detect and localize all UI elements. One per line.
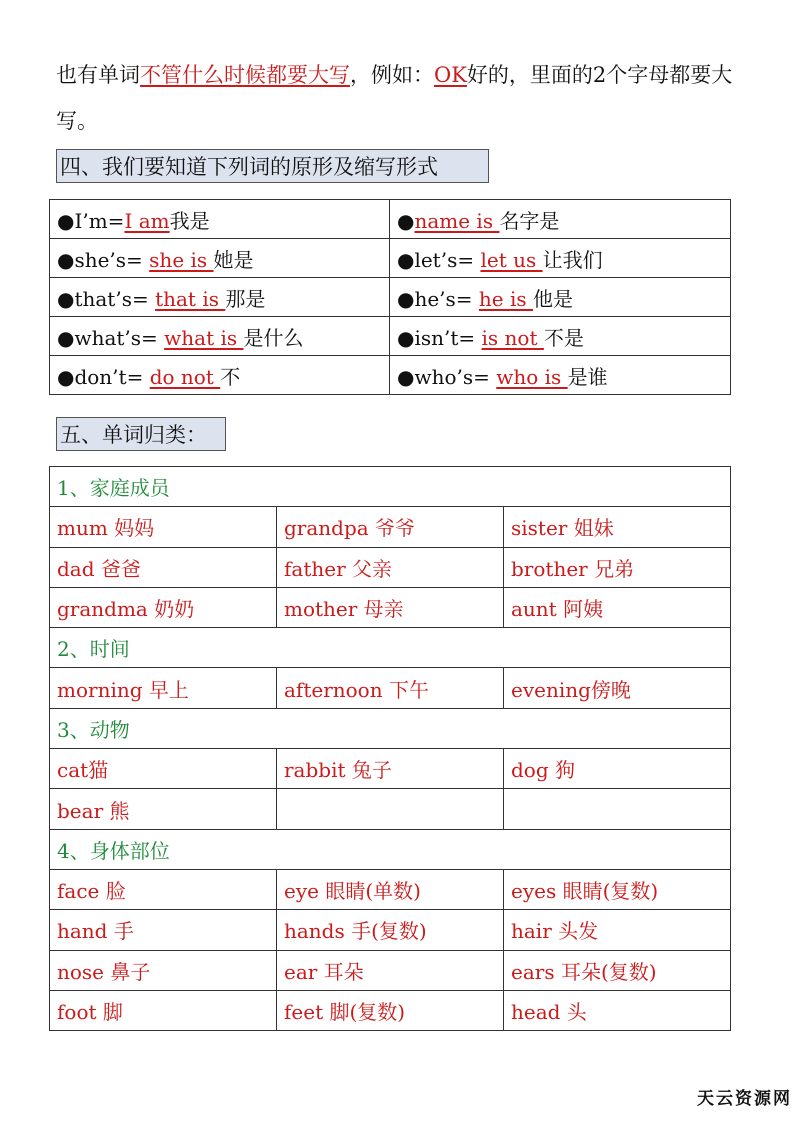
vocab-cell: dog 狗 xyxy=(504,749,731,789)
vocab-cell: father 父亲 xyxy=(277,547,504,587)
abbr-contraction: ●who’s= xyxy=(397,364,497,389)
intro-text-2: ，例如： xyxy=(350,63,434,87)
vocab-cell xyxy=(504,789,731,829)
abbr-contraction: ●what’s= xyxy=(57,325,165,350)
vocab-cell: foot 脚 xyxy=(50,990,277,1030)
abbr-meaning: 名字是 xyxy=(499,208,560,233)
abbr-answer: do not xyxy=(149,364,221,389)
abbr-answer: she is xyxy=(149,247,214,272)
abbr-meaning: 是什么 xyxy=(243,325,304,350)
vocab-cell: morning 早上 xyxy=(50,668,277,708)
abbr-answer: is not xyxy=(481,325,544,350)
abbr-contraction: ●she’s= xyxy=(57,247,150,272)
vocab-cell: head 头 xyxy=(504,990,731,1030)
abbr-cell xyxy=(50,200,390,239)
category-label: 1、家庭成员 xyxy=(50,467,731,507)
section-4-heading: 四、我们要知道下列词的原形及缩写形式 xyxy=(56,149,489,183)
abbr-cell xyxy=(50,278,390,317)
vocab-row xyxy=(50,547,731,587)
abbr-answer: that is xyxy=(155,286,226,311)
intro-underlined-ok: OK xyxy=(434,63,467,87)
abbr-cell xyxy=(390,278,731,317)
abbr-contraction: ●he’s= xyxy=(397,286,479,311)
vocab-cell: ear 耳朵 xyxy=(277,950,504,990)
vocab-row xyxy=(50,910,731,950)
intro-text-1: 也有单词 xyxy=(56,63,140,87)
vocab-cell: grandma 奶奶 xyxy=(50,587,277,627)
category-row xyxy=(50,467,731,507)
abbr-row xyxy=(50,278,731,317)
abbr-contraction: ●isn’t= xyxy=(397,325,482,350)
vocab-row xyxy=(50,950,731,990)
abbr-contraction: ●let’s= xyxy=(397,247,481,272)
vocab-cell: cat猫 xyxy=(50,749,277,789)
category-label: 3、动物 xyxy=(50,708,731,748)
abbr-answer: let us xyxy=(480,247,543,272)
vocab-cell: hand 手 xyxy=(50,910,277,950)
vocab-cell: feet 脚(复数) xyxy=(277,990,504,1030)
vocab-cell: aunt 阿姨 xyxy=(504,587,731,627)
abbr-meaning: 她是 xyxy=(213,247,254,272)
category-row xyxy=(50,829,731,869)
vocab-cell: mum 妈妈 xyxy=(50,507,277,547)
vocab-row xyxy=(50,990,731,1030)
abbr-cell xyxy=(50,239,390,278)
vocab-cell: hands 手(复数) xyxy=(277,910,504,950)
intro-text-3: 好的，里面的2个字母都要大写。 xyxy=(56,63,733,133)
abbr-cell xyxy=(390,200,731,239)
vocab-cell: eye 眼睛(单数) xyxy=(277,869,504,909)
vocab-cell: sister 姐妹 xyxy=(504,507,731,547)
abbr-meaning: 我是 xyxy=(169,208,210,233)
vocab-cell: evening傍晚 xyxy=(504,668,731,708)
vocab-cell: afternoon 下午 xyxy=(277,668,504,708)
vocab-cell: bear 熊 xyxy=(50,789,277,829)
vocab-row xyxy=(50,789,731,829)
vocab-cell: brother 兄弟 xyxy=(504,547,731,587)
vocab-row xyxy=(50,587,731,627)
category-row xyxy=(50,708,731,748)
abbr-meaning: 那是 xyxy=(225,286,266,311)
abbr-answer: what is xyxy=(164,325,244,350)
abbr-answer: who is xyxy=(496,364,568,389)
abbr-cell xyxy=(390,317,731,356)
abbreviation-table xyxy=(49,199,731,395)
intro-paragraph xyxy=(56,52,756,144)
abbr-answer: I am xyxy=(124,208,170,233)
abbr-contraction: ●that’s= xyxy=(57,286,156,311)
abbr-row xyxy=(50,356,731,395)
abbr-row xyxy=(50,239,731,278)
vocab-cell: hair 头发 xyxy=(504,910,731,950)
abbr-cell xyxy=(390,356,731,395)
vocab-row xyxy=(50,668,731,708)
vocab-cell xyxy=(277,789,504,829)
abbr-cell xyxy=(390,239,731,278)
vocab-row xyxy=(50,749,731,789)
abbr-contraction: ● xyxy=(397,208,415,233)
abbr-meaning: 他是 xyxy=(533,286,573,311)
abbr-row xyxy=(50,200,731,239)
abbr-row xyxy=(50,317,731,356)
vocab-row xyxy=(50,869,731,909)
vocab-cell: eyes 眼睛(复数) xyxy=(504,869,731,909)
abbr-cell xyxy=(50,317,390,356)
abbr-cell xyxy=(50,356,390,395)
abbr-answer: he is xyxy=(478,286,533,311)
vocab-cell: ears 耳朵(复数) xyxy=(504,950,731,990)
vocabulary-table xyxy=(49,466,731,1031)
footer-brand: 天云资源网 xyxy=(697,1089,792,1109)
abbr-meaning: 不 xyxy=(220,364,241,389)
vocab-cell: dad 爸爸 xyxy=(50,547,277,587)
vocab-cell: face 脸 xyxy=(50,869,277,909)
abbr-contraction: ●don’t= xyxy=(57,364,150,389)
category-row xyxy=(50,628,731,668)
vocab-cell: nose 鼻子 xyxy=(50,950,277,990)
abbr-meaning: 不是 xyxy=(543,325,584,350)
vocab-cell: grandpa 爷爷 xyxy=(277,507,504,547)
section-5-heading: 五、单词归类： xyxy=(56,417,226,451)
intro-underlined-rule: 不管什么时候都要大写 xyxy=(140,63,350,87)
category-label: 2、时间 xyxy=(50,628,731,668)
vocab-cell: mother 母亲 xyxy=(277,587,504,627)
vocab-row xyxy=(50,507,731,547)
vocab-cell: rabbit 兔子 xyxy=(277,749,504,789)
abbr-meaning: 让我们 xyxy=(542,247,603,272)
abbr-contraction: ●I’m= xyxy=(57,208,125,233)
abbr-meaning: 是谁 xyxy=(567,364,608,389)
abbr-answer: name is xyxy=(414,208,500,233)
category-label: 4、身体部位 xyxy=(50,829,731,869)
